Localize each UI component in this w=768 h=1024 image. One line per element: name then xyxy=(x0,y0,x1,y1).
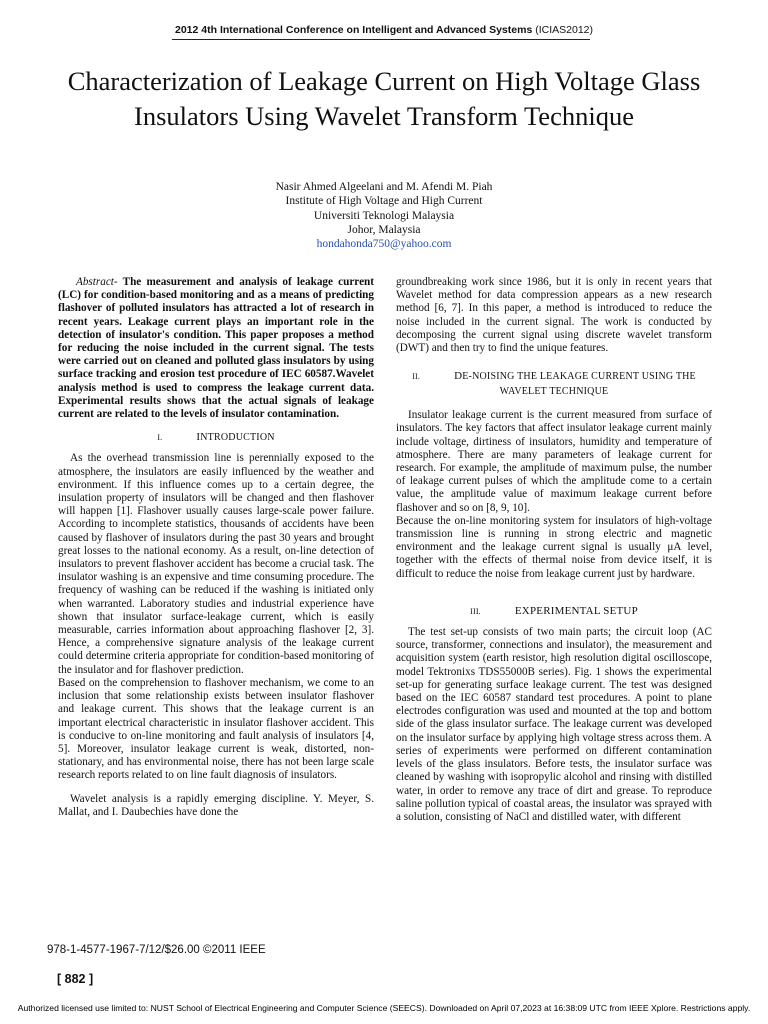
author-names: Nasir Ahmed Algeelani and M. Afendi M. Piah xyxy=(275,181,493,193)
body-paragraph: Wavelet analysis is a rapidly emerging discipline. Y. Meyer, S. Mallat, and I. Daubechies have done the xyxy=(58,792,374,818)
page-number: [ 882 ] xyxy=(57,972,94,986)
section-title-line2: WAVELET TECHNIQUE xyxy=(499,386,609,398)
header-rule xyxy=(172,39,590,40)
author-email-link[interactable]: hondahonda750@yahoo.com xyxy=(316,238,452,251)
paper-title: Characterization of Leakage Current on High Voltage Glass Insulators Using Wavelet Transform Technique xyxy=(67,66,701,131)
body-paragraph: groundbreaking work since 1986, but it is only in recent years that Wavelet method for data compression appears as a new research method [6, 7]. In this paper, a method is introduced to reduce the noise included in the current signal. The work is conducted by decomposing the current signal using discrete wavelet transform (DWT) and then try to find the unique features. xyxy=(396,276,712,355)
author-block xyxy=(0,180,768,251)
section-initial: I xyxy=(196,431,201,444)
body-paragraph: Insulator leakage current is the current measured from surface of insulators. The key factors that affect insulator leakage current mainly include voltage, dirtiness of insulators, humidity and temperature of atmosphere. There are many parameters of leakage current for research. For example, the amplitude of maximum pulse, the number of leakage current pulses of which the amplitude come to a certain value, the amplitude value of maximum leakage current before flashover and so on [8, 9, 10]. xyxy=(396,409,712,514)
section-number: I. xyxy=(157,433,163,443)
abstract-label: Abstract- xyxy=(76,276,118,288)
conference-short: (ICIAS2012) xyxy=(535,24,593,36)
license-footer: Authorized licensed use limited to: NUST School of Electrical Engineering and Computer Science (SEECS). Downloaded on April 07,2023 at 16:38:09 UTC from IEEE Xplore. Restrictions apply. xyxy=(17,1003,751,1013)
conference-name: 2012 4th International Conference on Intelligent and Advanced Systems xyxy=(175,24,533,36)
section-number: II. xyxy=(412,372,421,382)
paragraph-gap xyxy=(58,783,374,793)
body-paragraph: Based on the comprehension to flashover mechanism, we come to an inclusion that some relationship exists between insulator flashover and leakage current. This shows that the leakage current is an important electrical characteristic in insulator flashover accident. This is conducive to on-line monitoring and fault analysis of insulators [4, 5]. Moreover, insulator leakage current is weak, distorted, non-stationary, and has environmental noise, there has not been large scale research reports related to on line fault diagnosis of insulators. xyxy=(58,676,374,782)
section-heading-denoising xyxy=(396,369,712,399)
affiliation-institute: Institute of High Voltage and High Current xyxy=(285,195,483,208)
left-column xyxy=(58,276,374,819)
abstract xyxy=(58,276,374,421)
conference-header xyxy=(0,24,768,36)
affiliation-location: Johor, Malaysia xyxy=(347,223,421,236)
isbn-copyright: 978-1-4577-1967-7/12/$26.00 ©2011 IEEE xyxy=(47,944,266,956)
affiliation-university: Universiti Teknologi Malaysia xyxy=(313,209,455,222)
section-title-rest: E-NOISING THE LEAKAGE CURRENT USING THE xyxy=(462,371,696,383)
abstract-text: The measurement and analysis of leakage current (LC) for condition-based monitoring and as a means of predicting flashover of polluted insulators has attracted a lot of research in recent years. Leakage current plays an important role in the detection of insulator's condition. This paper proposes a method for reducing the noise included in the current signal. The tests were carried out on cleaned and polluted glass insulators by using surface tracking and erosion test procedure of IEC 60587.Wavelet analysis method is used to compress the leakage current data. Experimental results shows that the actual signals of leakage current are related to the levels of insulator contamination. xyxy=(58,276,374,421)
body-paragraph: As the overhead transmission line is perennially exposed to the atmosphere, the insulators are easily influenced by the weather and environment. If this influence comes up to a certain degree, the insulation property of insulators will be changed and then flashover will happen [1]. Flashover usually causes large-scale power failure. According to incomplete statistics, thousands of accidents have been caused by flashover of insulators during the past 30 years and brought great losses to the national economy. As a result, on-line detection of insulators to prevent flashover accident has become a crucial task. The insulator washing is an expensive and time consuming procedure. The frequency of washing can be reduced if the washing is initiated only when warranted. Laboratory studies and industrial experience have shown that insulator surface-leakage current, which is easily measurable, carries information about approaching flashover [2, 3]. Hence, a comprehensive signature analysis of the leakage current could determine criteria appropriate for condition-based monitoring of the insulator and for flashover prediction. xyxy=(58,452,374,676)
section-number: III. xyxy=(470,606,481,616)
section-initial: D xyxy=(454,370,463,383)
section-title-rest: NTRODUCTION xyxy=(200,432,275,444)
section-title: EXPERIMENTAL SETUP xyxy=(514,604,638,617)
section-heading-experimental-setup xyxy=(396,605,712,618)
section-heading-introduction xyxy=(58,431,374,444)
right-column xyxy=(396,276,712,824)
body-paragraph: The test set-up consists of two main parts; the circuit loop (AC source, transformer, connections and insulator), the measurement and acquisition system (earth resistor, high resolution digital oscilloscope, model Tektronixs TDS55000B series). Fig. 1 shows the experimental set-up for generating surface leakage current. The test was designed based on the IEC 60587 standard test procedures. A point to plane electrodes configuration was used and mounted at the top and bottom side of the glass insulator surface. The leakage current was developed on the insulator surface by applying high voltage stress across them. A series of experiments were performed on different contamination levels of the glass insulators. Before tests, the insulator surface was cleaned by washing with isopropylic alcohol and rinsing with distilled water, in order to remove any trace of dirt and grease. To reproduce saline pollution typical of coastal areas, the insulator was sprayed with a solution, consisting of NaCl and distilled water, with different xyxy=(396,626,712,823)
body-paragraph: Because the on-line monitoring system for insulators of high-voltage transmission line is running in strong electric and magnetic environment and the leakage current signal is usually μA level, together with the effects of thermal noise from device itself, it is difficult to reduce the noise from leakage current just by hardware. xyxy=(396,514,712,580)
